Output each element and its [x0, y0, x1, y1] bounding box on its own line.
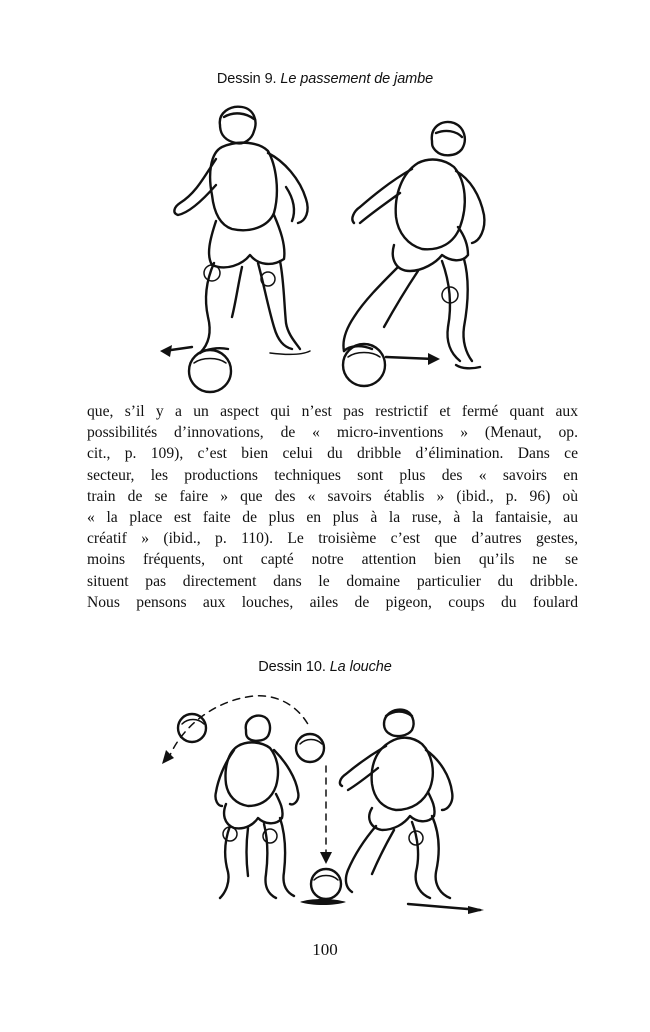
text-line: moins fréquents, ont capté notre attention bien qu’ils ne se — [87, 551, 578, 569]
text-line: « la place est faite de plus en plus à la ruse, à la fantaisie, au — [87, 509, 578, 527]
text-line: cit., p. 109), c’est bien celui du dribble d’élimination. Dans ce — [87, 445, 578, 463]
text-line: créatif » (ibid., p. 110). Le troisième c’est que d’autres gestes, — [87, 530, 578, 548]
figure-10-caption — [0, 659, 650, 675]
text-line: que, s’il y a un aspect qui n’est pas restrictif et fermé quant aux — [87, 403, 578, 420]
text-line: Nous pensons aux louches, ailes de pigeon, coups du foulard — [87, 593, 578, 611]
page-number: 100 — [312, 940, 338, 959]
ball-icon — [178, 714, 206, 742]
figure-9-caption — [0, 71, 650, 87]
figure-9-caption-title: Le passement de jambe — [280, 71, 434, 87]
figure-10-drawing — [150, 688, 500, 923]
player-left-figure — [215, 716, 298, 898]
player-right-figure — [343, 122, 484, 386]
text-line: train de se faire » que des « savoirs établis » (ibid., p. 96) où — [87, 487, 578, 505]
text-line: situent pas directement dans le domaine particulier du dribble. — [87, 572, 578, 590]
figure-9-drawing — [150, 95, 500, 395]
text-line: secteur, les productions techniques sont plus des « savoirs en — [87, 466, 578, 484]
figure-10-caption-title: La louche — [329, 659, 392, 675]
text-line: possibilités d’innovations, de « micro-inventions » (Menaut, op. — [87, 424, 578, 442]
player-right-figure — [340, 710, 484, 914]
figure-10-caption-label: Dessin 10. — [258, 659, 326, 675]
body-paragraph — [87, 401, 578, 613]
ball-icon — [296, 734, 324, 762]
ball-icon — [311, 869, 341, 899]
player-left-figure — [160, 107, 310, 392]
figure-9-caption-label: Dessin 9. — [216, 71, 277, 87]
